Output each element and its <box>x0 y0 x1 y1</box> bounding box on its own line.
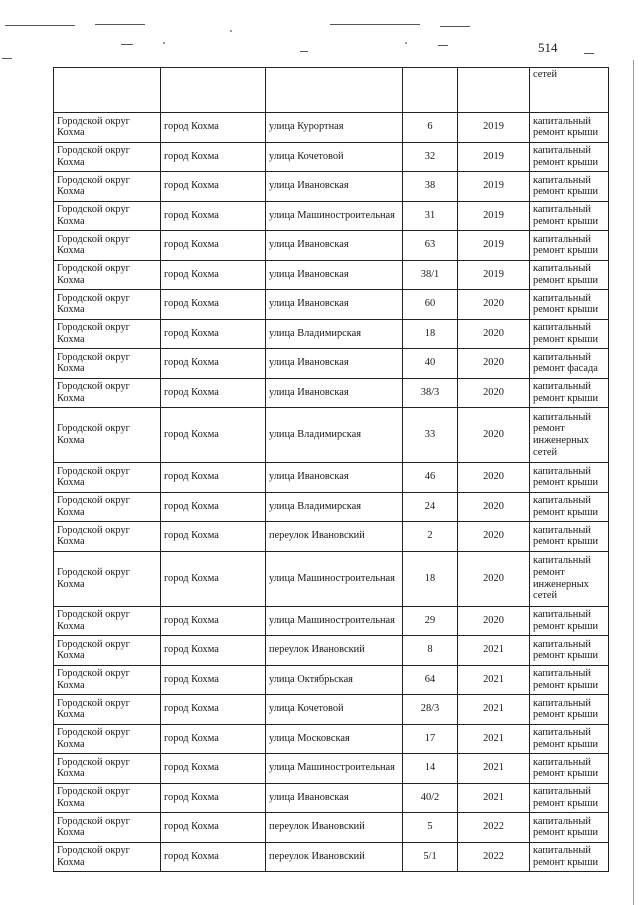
street-cell: улица Ивановская <box>266 290 403 320</box>
work-cell: капитальный ремонт крыши <box>530 463 609 493</box>
table-row <box>54 378 609 408</box>
street-cell: улица Машиностроительная <box>266 754 403 784</box>
table-cell <box>161 68 266 113</box>
year-cell: 2020 <box>458 463 530 493</box>
district-cell: Городской округ Кохма <box>54 754 161 784</box>
scan-dot <box>230 30 232 32</box>
district-cell: Городской округ Кохма <box>54 606 161 636</box>
house-cell: 24 <box>403 492 458 522</box>
district-cell: Городской округ Кохма <box>54 551 161 606</box>
district-cell: Городской округ Кохма <box>54 231 161 261</box>
district-cell: Городской округ Кохма <box>54 724 161 754</box>
year-cell: 2021 <box>458 636 530 666</box>
scan-mark <box>440 26 470 27</box>
page-number: 514 <box>538 40 558 55</box>
year-cell: 2020 <box>458 349 530 379</box>
table-row <box>54 813 609 843</box>
district-cell: Городской округ Кохма <box>54 636 161 666</box>
work-cell: капитальный ремонт крыши <box>530 260 609 290</box>
street-cell: улица Ивановская <box>266 349 403 379</box>
district-cell: Городской округ Кохма <box>54 695 161 725</box>
table-row-continued <box>54 68 609 113</box>
house-cell: 2 <box>403 522 458 552</box>
table-row <box>54 754 609 784</box>
work-cell: капитальный ремонт крыши <box>530 842 609 872</box>
street-cell: переулок Ивановский <box>266 813 403 843</box>
district-cell: Городской округ Кохма <box>54 172 161 202</box>
city-cell: город Кохма <box>161 783 266 813</box>
scan-mark <box>5 25 75 26</box>
work-cell: капитальный ремонт крыши <box>530 813 609 843</box>
house-cell: 18 <box>403 319 458 349</box>
table-row <box>54 636 609 666</box>
street-cell: улица Кочетовой <box>266 142 403 172</box>
year-cell: 2019 <box>458 172 530 202</box>
year-cell: 2019 <box>458 113 530 143</box>
year-cell: 2021 <box>458 695 530 725</box>
scan-mark <box>438 45 448 46</box>
city-cell: город Кохма <box>161 842 266 872</box>
table-row <box>54 113 609 143</box>
district-cell: Городской округ Кохма <box>54 492 161 522</box>
district-cell: Городской округ Кохма <box>54 260 161 290</box>
district-cell: Городской округ Кохма <box>54 463 161 493</box>
work-cell: капитальный ремонт крыши <box>530 142 609 172</box>
street-cell: улица Владимирская <box>266 408 403 463</box>
district-cell: Городской округ Кохма <box>54 522 161 552</box>
scan-mark <box>95 24 145 25</box>
city-cell: город Кохма <box>161 724 266 754</box>
year-cell: 2021 <box>458 754 530 784</box>
year-cell: 2020 <box>458 319 530 349</box>
house-cell: 63 <box>403 231 458 261</box>
work-cell: капитальный ремонт крыши <box>530 113 609 143</box>
house-cell: 64 <box>403 665 458 695</box>
year-cell: 2021 <box>458 724 530 754</box>
street-cell: улица Машиностроительная <box>266 551 403 606</box>
table-row <box>54 349 609 379</box>
city-cell: город Кохма <box>161 463 266 493</box>
city-cell: город Кохма <box>161 142 266 172</box>
work-cell: капитальный ремонт крыши <box>530 231 609 261</box>
city-cell: город Кохма <box>161 349 266 379</box>
house-cell: 40 <box>403 349 458 379</box>
district-cell: Городской округ Кохма <box>54 319 161 349</box>
scan-mark <box>633 60 634 905</box>
year-cell: 2019 <box>458 142 530 172</box>
work-cell: капитальный ремонт фасада <box>530 349 609 379</box>
city-cell: город Кохма <box>161 201 266 231</box>
table-row <box>54 231 609 261</box>
city-cell: город Кохма <box>161 290 266 320</box>
city-cell: город Кохма <box>161 113 266 143</box>
street-cell: улица Владимирская <box>266 319 403 349</box>
table-row <box>54 290 609 320</box>
year-cell: 2020 <box>458 290 530 320</box>
city-cell: город Кохма <box>161 172 266 202</box>
street-cell: улица Машиностроительная <box>266 606 403 636</box>
year-cell: 2021 <box>458 665 530 695</box>
house-cell: 8 <box>403 636 458 666</box>
housing-repair-table <box>53 67 609 872</box>
house-cell: 28/3 <box>403 695 458 725</box>
year-cell: 2019 <box>458 260 530 290</box>
street-cell: улица Машиностроительная <box>266 201 403 231</box>
work-cell: капитальный ремонт инженерных сетей <box>530 408 609 463</box>
street-cell: улица Ивановская <box>266 260 403 290</box>
city-cell: город Кохма <box>161 636 266 666</box>
city-cell: город Кохма <box>161 813 266 843</box>
district-cell: Городской округ Кохма <box>54 349 161 379</box>
scan-dot <box>405 42 407 44</box>
work-cell: капитальный ремонт крыши <box>530 201 609 231</box>
table-row <box>54 201 609 231</box>
work-cell: капитальный ремонт крыши <box>530 290 609 320</box>
year-cell: 2021 <box>458 783 530 813</box>
work-cell: капитальный ремонт крыши <box>530 724 609 754</box>
table-cell <box>266 68 403 113</box>
district-cell: Городской округ Кохма <box>54 142 161 172</box>
street-cell: переулок Ивановский <box>266 636 403 666</box>
district-cell: Городской округ Кохма <box>54 290 161 320</box>
table-row <box>54 408 609 463</box>
table-cell <box>458 68 530 113</box>
table-row <box>54 463 609 493</box>
year-cell: 2020 <box>458 492 530 522</box>
table-row <box>54 260 609 290</box>
city-cell: город Кохма <box>161 378 266 408</box>
work-cell: капитальный ремонт крыши <box>530 378 609 408</box>
work-cell: капитальный ремонт крыши <box>530 783 609 813</box>
table-cell <box>54 68 161 113</box>
district-cell: Городской округ Кохма <box>54 408 161 463</box>
district-cell: Городской округ Кохма <box>54 113 161 143</box>
house-cell: 6 <box>403 113 458 143</box>
house-cell: 14 <box>403 754 458 784</box>
city-cell: город Кохма <box>161 408 266 463</box>
city-cell: город Кохма <box>161 522 266 552</box>
street-cell: улица Ивановская <box>266 463 403 493</box>
year-cell: 2020 <box>458 378 530 408</box>
table-row <box>54 724 609 754</box>
work-cell: капитальный ремонт крыши <box>530 319 609 349</box>
house-cell: 17 <box>403 724 458 754</box>
street-cell: улица Московская <box>266 724 403 754</box>
city-cell: город Кохма <box>161 319 266 349</box>
table-row <box>54 551 609 606</box>
house-cell: 60 <box>403 290 458 320</box>
scan-mark <box>584 53 594 54</box>
table-row <box>54 665 609 695</box>
house-cell: 46 <box>403 463 458 493</box>
street-cell: улица Октябрьская <box>266 665 403 695</box>
scan-mark <box>300 51 308 52</box>
street-cell: улица Ивановская <box>266 378 403 408</box>
district-cell: Городской округ Кохма <box>54 665 161 695</box>
work-cell: капитальный ремонт инженерных сетей <box>530 551 609 606</box>
table-row <box>54 695 609 725</box>
table-row <box>54 842 609 872</box>
scan-mark <box>330 24 420 25</box>
table-cell <box>403 68 458 113</box>
table-row <box>54 522 609 552</box>
street-cell: улица Владимирская <box>266 492 403 522</box>
work-cell: капитальный ремонт крыши <box>530 636 609 666</box>
house-cell: 5/1 <box>403 842 458 872</box>
year-cell: 2019 <box>458 201 530 231</box>
table-row <box>54 172 609 202</box>
table-row <box>54 319 609 349</box>
district-cell: Городской округ Кохма <box>54 842 161 872</box>
year-cell: 2022 <box>458 813 530 843</box>
work-cell: капитальный ремонт крыши <box>530 754 609 784</box>
scan-mark <box>121 44 133 45</box>
street-cell: переулок Ивановский <box>266 842 403 872</box>
work-cell: капитальный ремонт крыши <box>530 492 609 522</box>
district-cell: Городской округ Кохма <box>54 813 161 843</box>
year-cell: 2022 <box>458 842 530 872</box>
city-cell: город Кохма <box>161 665 266 695</box>
year-cell: 2020 <box>458 551 530 606</box>
table-row <box>54 606 609 636</box>
street-cell: улица Кочетовой <box>266 695 403 725</box>
house-cell: 5 <box>403 813 458 843</box>
table-row <box>54 492 609 522</box>
scan-mark <box>2 58 12 59</box>
house-cell: 18 <box>403 551 458 606</box>
street-cell: улица Ивановская <box>266 783 403 813</box>
house-cell: 40/2 <box>403 783 458 813</box>
city-cell: город Кохма <box>161 754 266 784</box>
district-cell: Городской округ Кохма <box>54 783 161 813</box>
table-cell: сетей <box>530 68 609 113</box>
house-cell: 32 <box>403 142 458 172</box>
work-cell: капитальный ремонт крыши <box>530 172 609 202</box>
house-cell: 38/3 <box>403 378 458 408</box>
year-cell: 2019 <box>458 231 530 261</box>
house-cell: 33 <box>403 408 458 463</box>
year-cell: 2020 <box>458 522 530 552</box>
city-cell: город Кохма <box>161 695 266 725</box>
work-cell: капитальный ремонт крыши <box>530 695 609 725</box>
street-cell: улица Ивановская <box>266 172 403 202</box>
scan-dot <box>163 42 165 44</box>
city-cell: город Кохма <box>161 492 266 522</box>
street-cell: улица Курортная <box>266 113 403 143</box>
table-row <box>54 783 609 813</box>
year-cell: 2020 <box>458 408 530 463</box>
city-cell: город Кохма <box>161 551 266 606</box>
street-cell: улица Ивановская <box>266 231 403 261</box>
city-cell: город Кохма <box>161 606 266 636</box>
district-cell: Городской округ Кохма <box>54 201 161 231</box>
house-cell: 38/1 <box>403 260 458 290</box>
street-cell: переулок Ивановский <box>266 522 403 552</box>
city-cell: город Кохма <box>161 260 266 290</box>
city-cell: город Кохма <box>161 231 266 261</box>
house-cell: 29 <box>403 606 458 636</box>
house-cell: 31 <box>403 201 458 231</box>
work-cell: капитальный ремонт крыши <box>530 606 609 636</box>
year-cell: 2020 <box>458 606 530 636</box>
work-cell: капитальный ремонт крыши <box>530 665 609 695</box>
district-cell: Городской округ Кохма <box>54 378 161 408</box>
work-cell: капитальный ремонт крыши <box>530 522 609 552</box>
table-row <box>54 142 609 172</box>
house-cell: 38 <box>403 172 458 202</box>
